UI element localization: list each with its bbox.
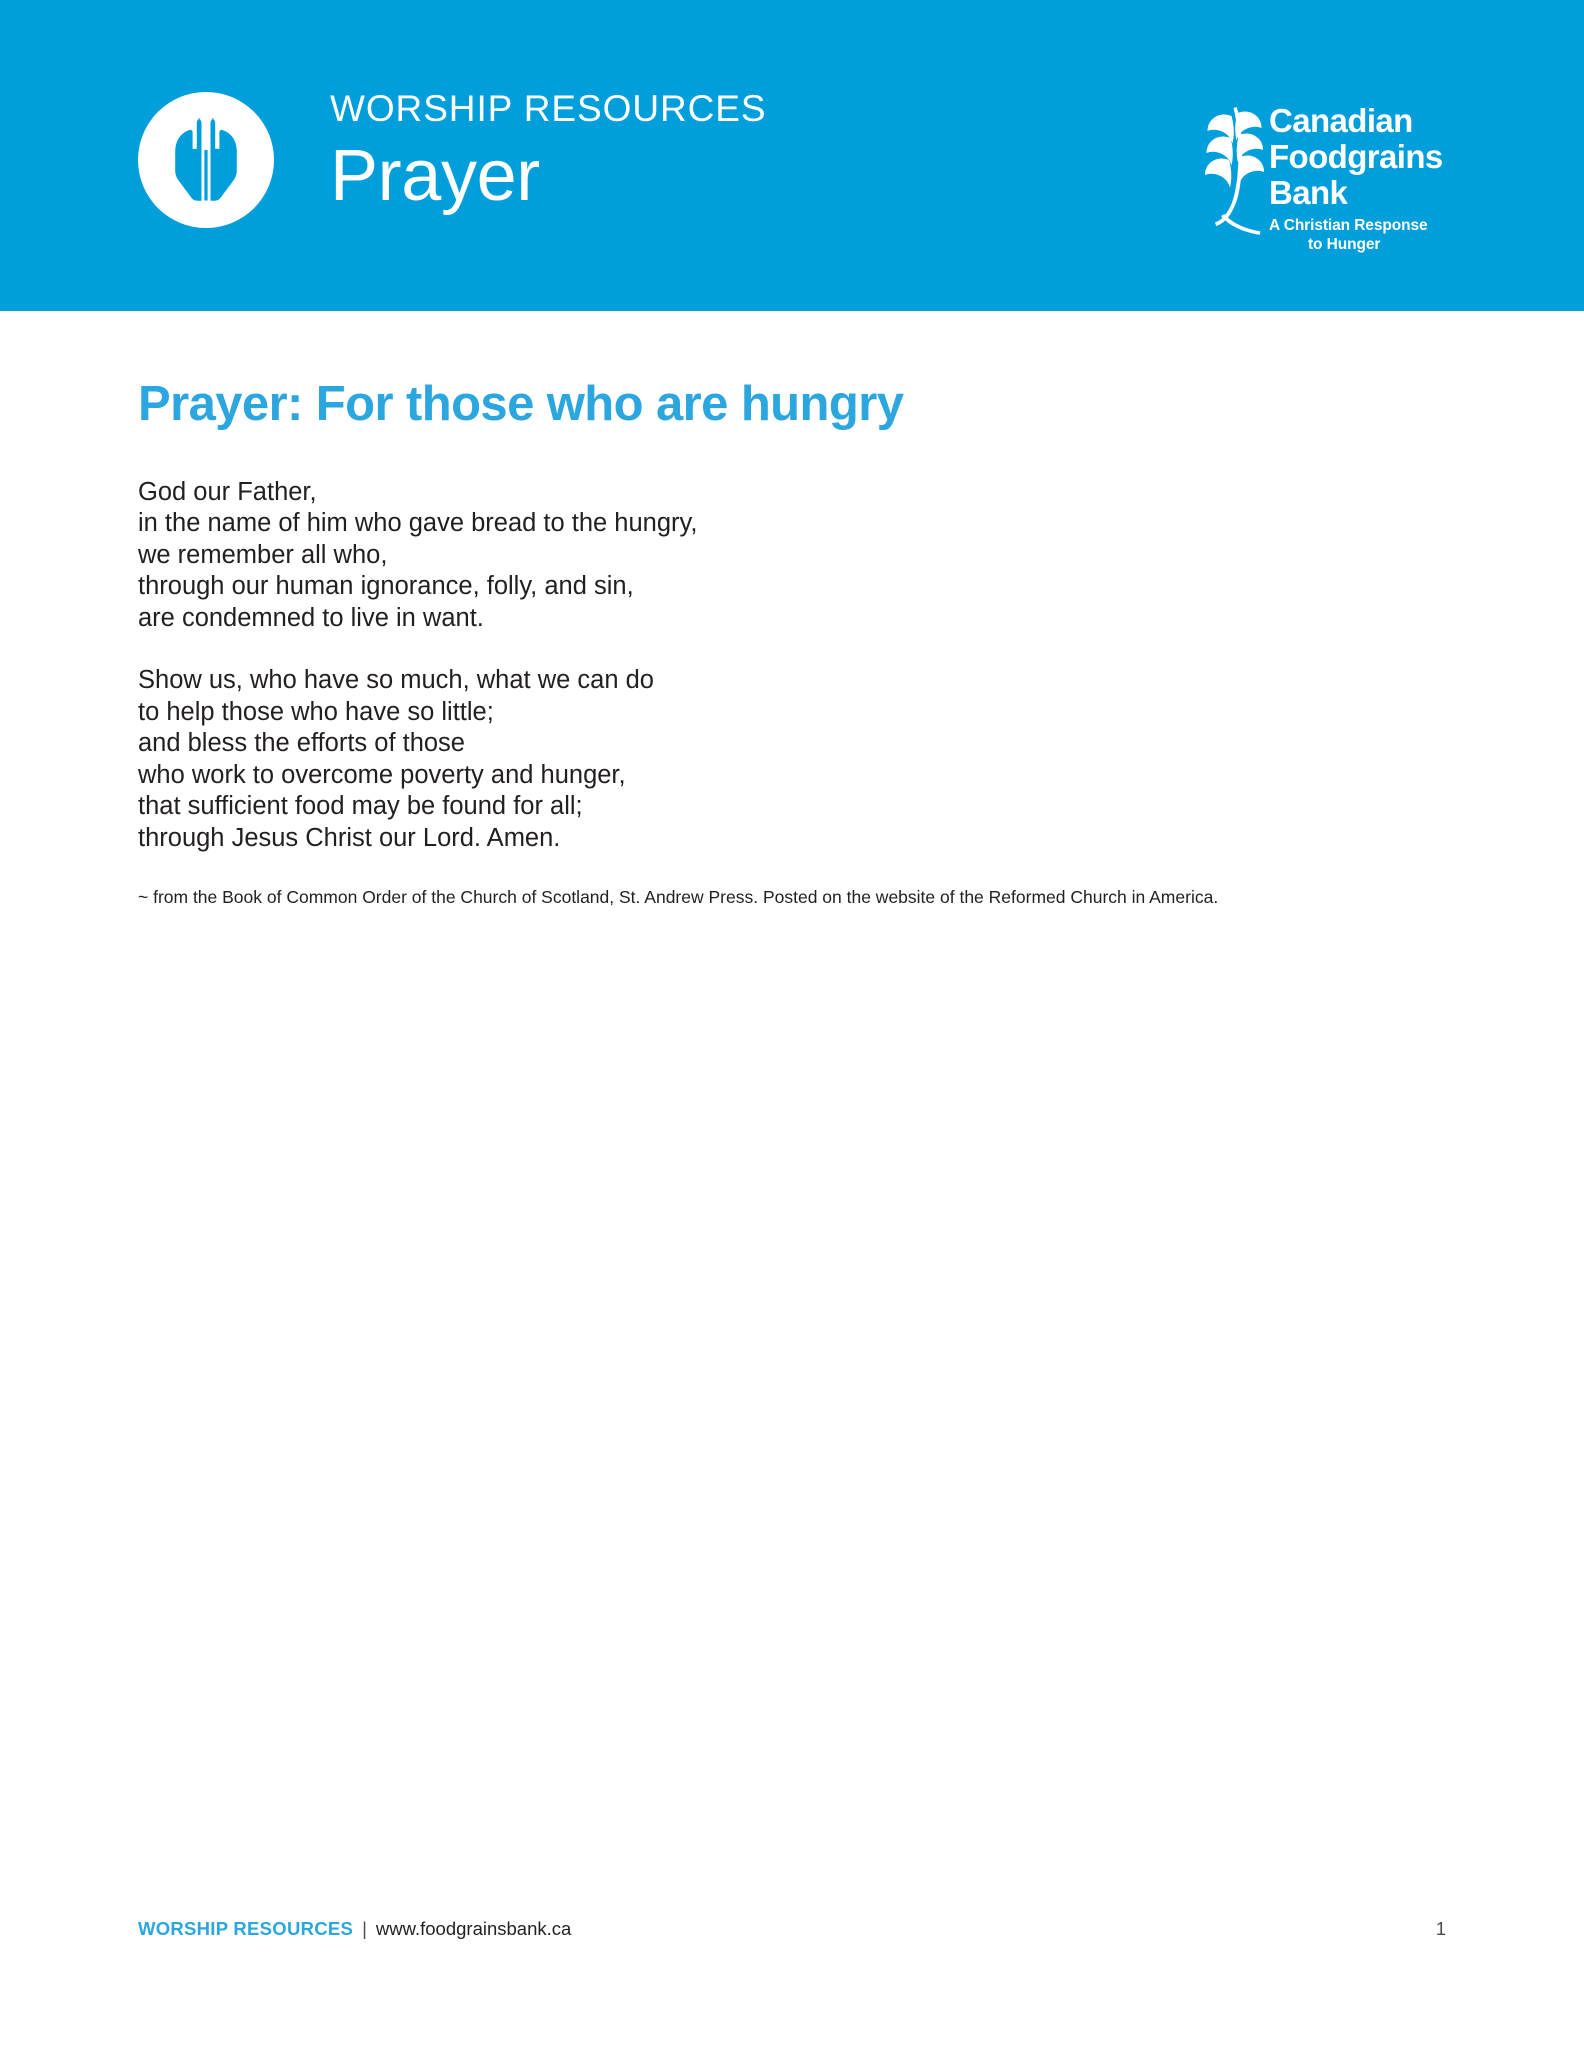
canadian-foodgrains-bank-logo: [1196, 100, 1448, 255]
prayer-stanza-1: [138, 477, 1338, 635]
prayer-line: that sufficient food may be found for all;: [138, 792, 583, 821]
prayer-line: in the name of him who gave bread to the hungry,: [138, 509, 698, 538]
logo-line-2: Foodgrains: [1269, 138, 1443, 175]
prayer-line: Show us, who have so much, what we can do: [138, 666, 654, 695]
prayer-line: to help those who have so little;: [138, 697, 494, 726]
wheat-stalk-icon: [1205, 107, 1264, 235]
source-attribution: ~ from the Book of Common Order of the Church of Scotland, St. Andrew Press. Posted on the website of the Reformed Church in America.: [138, 887, 1219, 908]
logo-tagline-2: to Hunger: [1308, 236, 1381, 253]
footer-left-group: [138, 1918, 571, 1940]
header-eyebrow: WORSHIP RESOURCES: [330, 88, 767, 129]
prayer-line: through our human ignorance, folly, and sin,: [138, 572, 634, 601]
praying-hands-icon: [138, 92, 274, 228]
prayer-stanza-2: [138, 665, 1338, 854]
footer-website-url[interactable]: www.foodgrainsbank.ca: [375, 1918, 572, 1939]
prayer-line: we remember all who,: [138, 540, 388, 569]
logo-line-1: Canadian: [1269, 102, 1413, 139]
header-inner: [0, 0, 1584, 311]
footer-separator: |: [362, 1918, 367, 1939]
prayer-line: are condemned to live in want.: [138, 603, 484, 632]
header-text-block: [330, 88, 1130, 216]
header-title: Prayer: [330, 136, 540, 216]
page-footer: [138, 1918, 1446, 1948]
prayer-line: who work to overcome poverty and hunger,: [138, 760, 626, 789]
page-number: 1: [1435, 1918, 1446, 1939]
prayer-line: and bless the efforts of those: [138, 729, 465, 758]
footer-brand: WORSHIP RESOURCES: [138, 1918, 354, 1939]
prayer-line: God our Father,: [138, 477, 317, 506]
main-content: [138, 378, 1338, 909]
page-title: Prayer: For those who are hungry: [138, 377, 904, 431]
logo-tagline-1: A Christian Response: [1269, 217, 1428, 234]
logo-line-3: Bank: [1269, 174, 1348, 211]
page-header-band: [0, 0, 1584, 311]
prayer-line: through Jesus Christ our Lord. Amen.: [138, 823, 561, 852]
